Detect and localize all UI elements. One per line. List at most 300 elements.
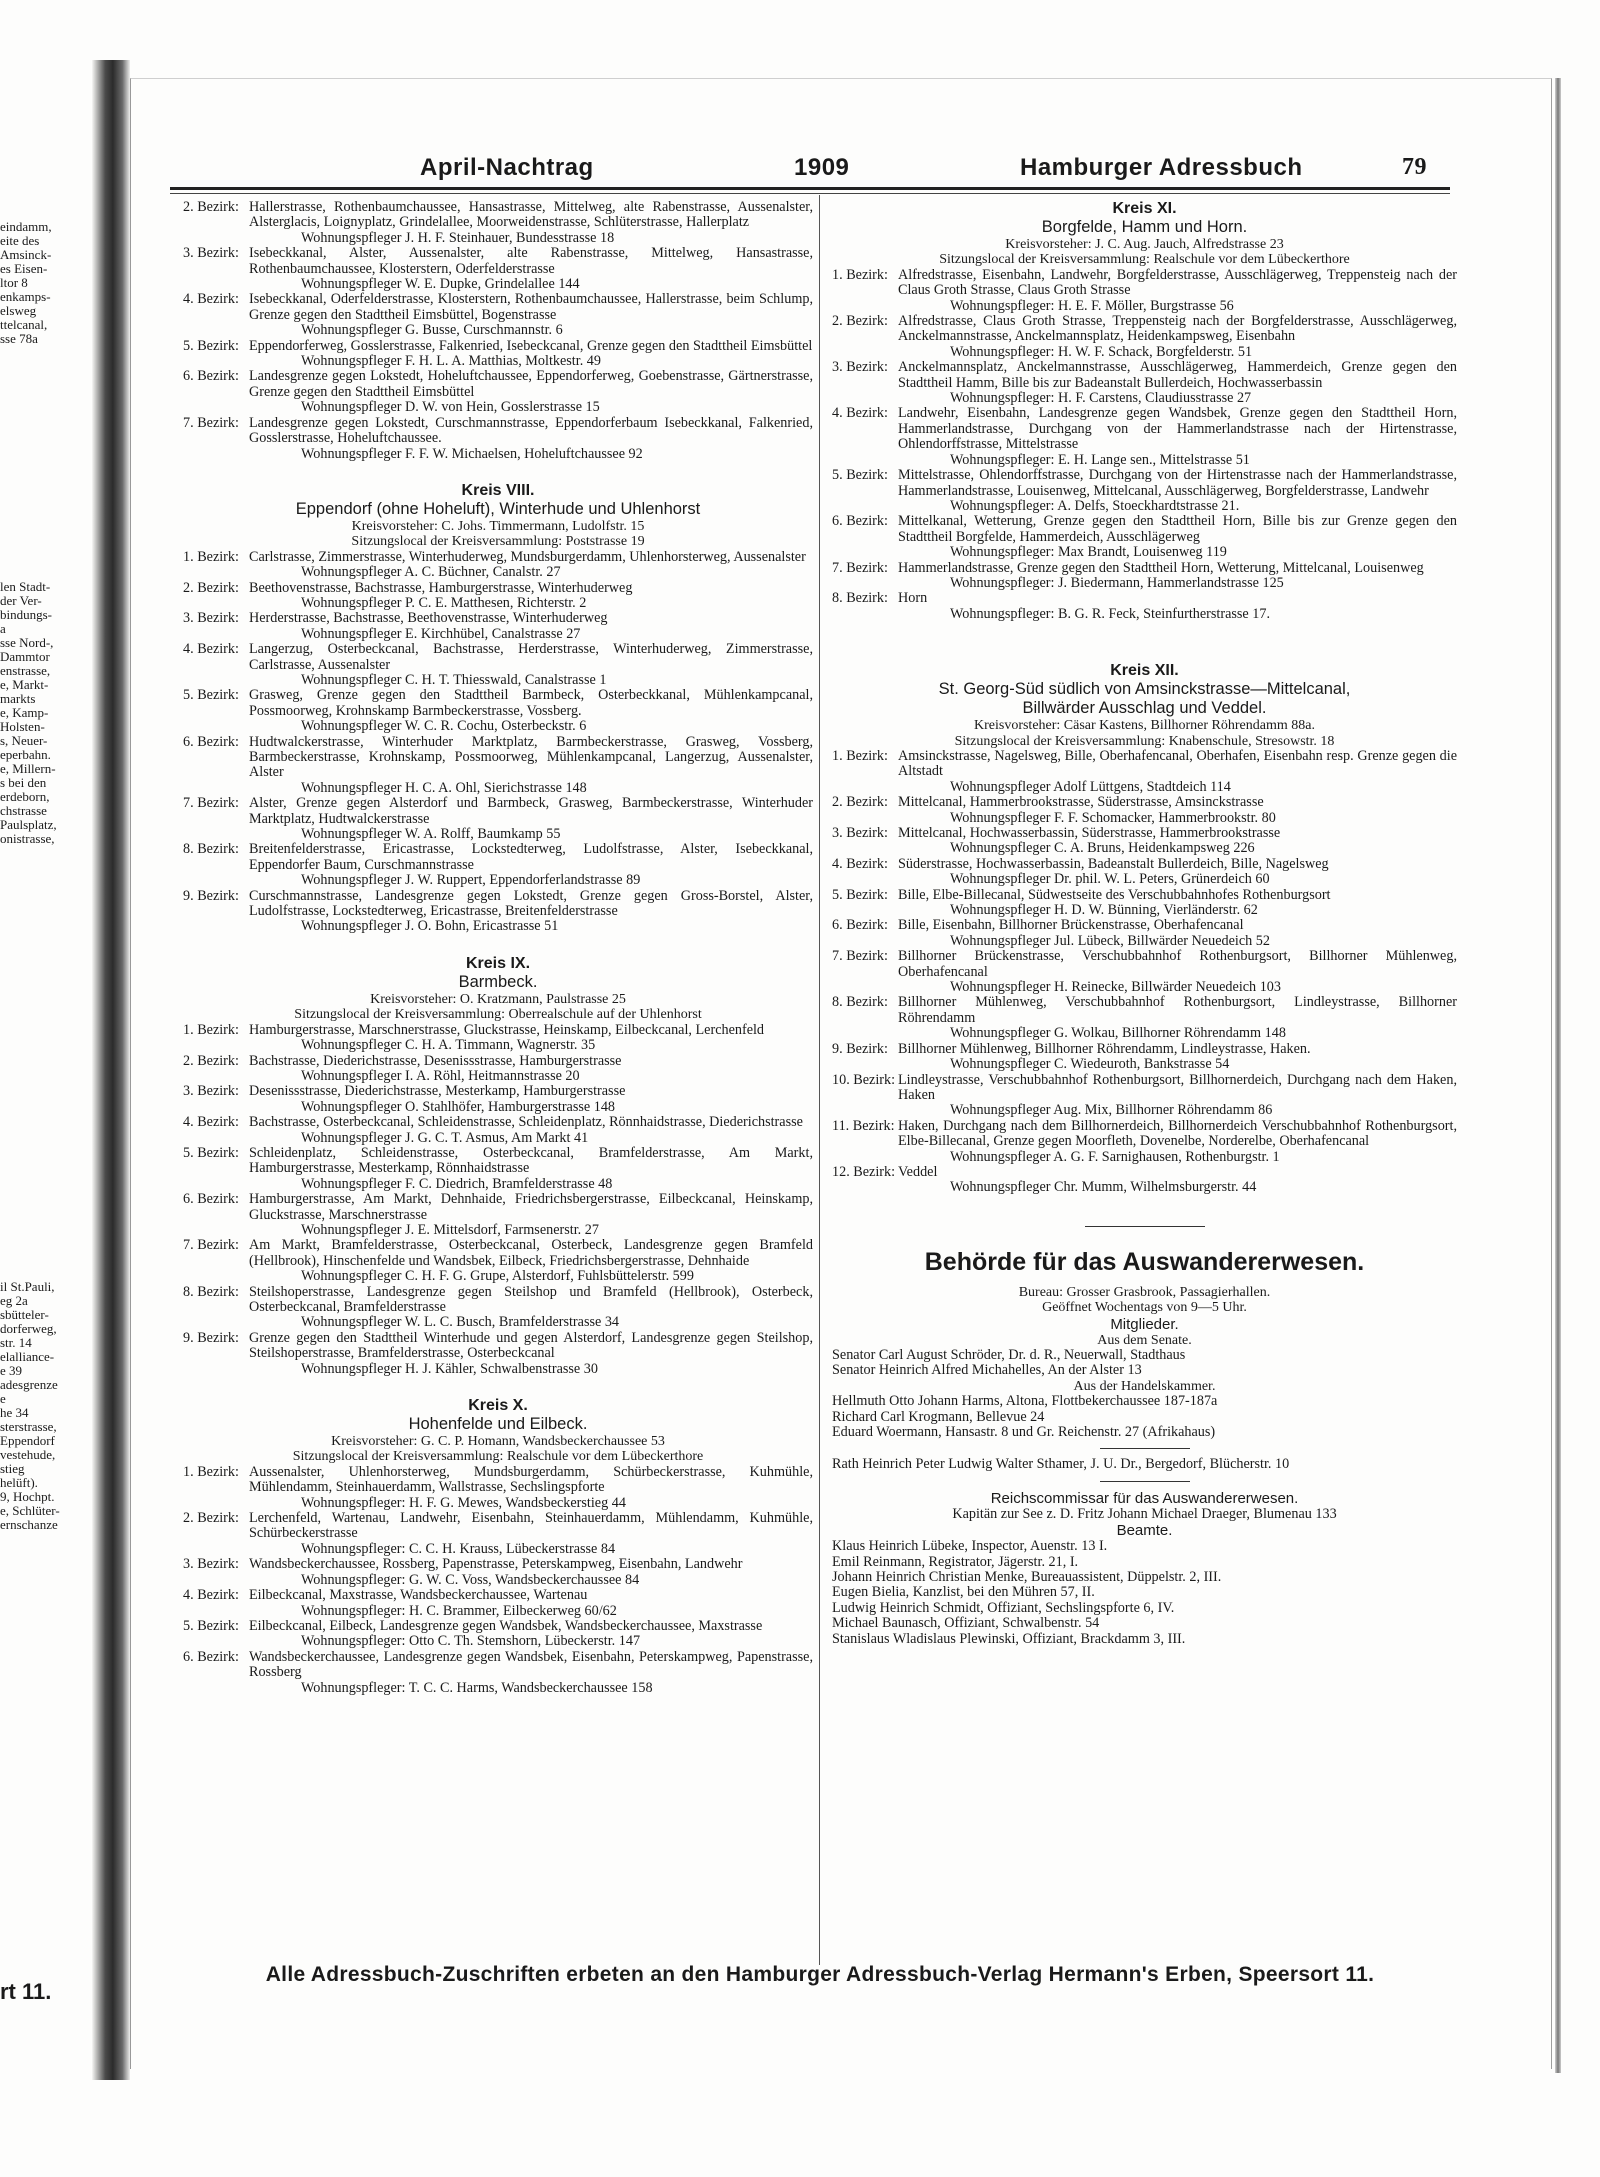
kammer-member: Richard Carl Krogmann, Bellevue 24 [832, 1408, 1045, 1425]
previous-page-line: bindungs- [0, 607, 52, 622]
bezirk-streets: Herderstrasse, Bachstrasse, Beethovenstrasse, Winterhuderweg [249, 610, 608, 627]
bezirk-row [832, 268, 1457, 299]
wohnungspfleger: Wohnungspfleger E. Kirchhübel, Canalstrasse 27 [301, 625, 581, 642]
beamter: Stanislaus Wladislaus Plewinski, Offiziant, Brackdamm 3, III. [832, 1630, 1186, 1647]
left-column [183, 200, 813, 1696]
bezirk-label: 9. Bezirk: [832, 1040, 888, 1057]
bezirk-row [183, 735, 813, 781]
previous-page-line: he 34 [0, 1405, 29, 1420]
kreis-10-districts [183, 1465, 813, 1696]
kreis-10-heading: Kreis X. [468, 1397, 528, 1415]
previous-page-line: il St.Pauli, [0, 1279, 55, 1294]
previous-page-line: Holsten- [0, 719, 45, 734]
kreis-11-vorsteher: Kreisvorsteher: J. C. Aug. Jauch, Alfredstrasse 23 [1005, 237, 1284, 252]
previous-page-line: eindamm, [0, 219, 52, 234]
bezirk-row [183, 581, 813, 596]
bezirk-label: 5. Bezirk: [832, 886, 888, 903]
bezirk-row [832, 749, 1457, 780]
kreis-9-vorsteher: Kreisvorsteher: O. Kratzmann, Paulstrasse 25 [370, 991, 626, 1007]
kreis-10-title: Hohenfelde und Eilbeck. [408, 1415, 588, 1434]
previous-page-line: stieg [0, 1461, 25, 1476]
bezirk-row [183, 550, 813, 565]
kreis-10-vorsteher: Kreisvorsteher: G. C. P. Homann, Wandsbeckerchaussee 53 [331, 1434, 665, 1450]
previous-page-line: sse Nord-, [0, 635, 54, 650]
bezirk-streets: Beethovenstrasse, Bachstrasse, Hamburgerstrasse, Winterhuderweg [249, 579, 633, 596]
kammer-member: Hellmuth Otto Johann Harms, Altona, Flottbekerchaussee 187-187a [832, 1393, 1218, 1410]
right-page-edge [1555, 78, 1561, 2073]
bezirk-row [832, 918, 1457, 933]
kreis-11-local: Sitzungslocal der Kreisversammlung: Realschule vor dem Lübeckerthore [939, 252, 1350, 268]
bezirk-streets: Billhorner Mühlenweg, Billhorner Röhrendamm, Lindleystrasse, Haken. [898, 1040, 1311, 1057]
bezirk-label: 8. Bezirk: [832, 994, 888, 1011]
bezirk-streets: Am Markt, Bramfelderstrasse, Osterbeckcanal, Osterbeck, Landesgrenze gegen Bramfeld (Hellbrook), Hinschenfelde und Wandsbek, Eilbeck, Friedrichsbergerstrasse, Dehnhaide [249, 1237, 813, 1269]
wohnungspfleger: Wohnungspfleger: B. G. R. Feck, Steinfurtherstrasse 17. [950, 605, 1270, 622]
previous-page-line: helüft). [0, 1475, 38, 1490]
senat-members [832, 1348, 1457, 1379]
previous-page-line: onistrasse, [0, 831, 55, 846]
bezirk-row [183, 1054, 813, 1069]
bezirk-row [183, 1115, 813, 1130]
kreis-11-districts [832, 268, 1457, 622]
wohnungspfleger: Wohnungspfleger A. C. Büchner, Canalstr. 27 [301, 564, 561, 581]
previous-page-lines-c [0, 1280, 60, 1532]
bezirk-streets: Bille, Elbe-Billecanal, Südwestseite des Verschubbahnhofes Rothenburgsort [898, 886, 1331, 903]
wohnungspfleger: Wohnungspfleger W. L. C. Busch, Bramfelderstrasse 34 [301, 1314, 620, 1331]
kreis-12-districts [832, 749, 1457, 1196]
bezirk-label: 7. Bezirk: [832, 948, 888, 965]
bezirk-row [832, 406, 1457, 452]
bezirk-label: 7. Bezirk: [183, 795, 239, 812]
wohnungspfleger: Wohnungspfleger J. G. C. T. Asmus, Am Markt 41 [301, 1129, 589, 1146]
wohnungspfleger: Wohnungspfleger I. A. Röhl, Heitmannstrasse 20 [301, 1067, 580, 1084]
bezirk-label: 6. Bezirk: [183, 368, 239, 385]
reichscommissar-entry: Kapitän zur See z. D. Fritz Johann Michael Draeger, Blumenau 133 [952, 1505, 1337, 1522]
header-left: April-Nachtrag [420, 154, 594, 181]
bezirk-label: 8. Bezirk: [183, 1283, 239, 1300]
wohnungspfleger: Wohnungspfleger: A. Delfs, Stoeckhardtstrasse 21. [950, 497, 1240, 514]
previous-page-line: elsweg [0, 303, 37, 318]
bezirk-row [183, 842, 813, 873]
bezirk-row [183, 1146, 813, 1177]
bezirk-streets: Billhorner Mühlenweg, Verschubbahnhof Rothenburgsort, Lindleystrasse, Billhorner Röhrendamm [898, 994, 1457, 1026]
wohnungspfleger: Wohnungspfleger H. J. Kähler, Schwalbenstrasse 30 [301, 1360, 598, 1377]
bezirk-label: 5. Bezirk: [183, 1617, 239, 1634]
previous-page-line: Dammtor [0, 649, 50, 664]
kreis-9-local: Sitzungslocal der Kreisversammlung: Oberrealschule auf der Uhlenhorst [294, 1007, 702, 1023]
header-rule [170, 187, 1450, 190]
kreis-9-heading: Kreis IX. [465, 954, 531, 972]
previous-page-line: Paulsplatz, [0, 817, 57, 832]
bezirk-row [832, 857, 1457, 872]
bezirk-row [183, 200, 813, 231]
wohnungspfleger: Wohnungspfleger: C. C. H. Krauss, Lübeckerstrasse 84 [301, 1540, 616, 1557]
previous-page-line: e, Millern- [0, 761, 56, 776]
wohnungspfleger: Wohnungspfleger: E. H. Lange sen., Mittelstrasse 51 [950, 451, 1250, 468]
bezirk-streets: Mittelcanal, Hochwasserbassin, Süderstrasse, Hammerbrookstrasse [898, 825, 1281, 841]
bezirk-label: 4. Bezirk: [832, 855, 888, 872]
header-title: Hamburger Adressbuch [1020, 154, 1303, 181]
bezirk-streets: Billhorner Brückenstrasse, Verschubbahnhof Rothenburgsort, Billhorner Mühlenweg, Oberhafencanal [898, 948, 1457, 980]
bezirk-row [183, 292, 813, 323]
previous-page-line: erdeborn, [0, 789, 50, 804]
column-rule [819, 195, 820, 1965]
bezirk-row [183, 1588, 813, 1603]
previous-page-line: Eppendorf [0, 1433, 55, 1448]
bezirk-label: 2. Bezirk: [183, 199, 239, 215]
bezirk-streets: Desenissstrasse, Diederichstrasse, Mesterkamp, Hamburgerstrasse [249, 1083, 626, 1100]
bezirk-label: 6. Bezirk: [183, 733, 239, 750]
bezirk-row [183, 1465, 813, 1496]
previous-page-line: s bei den [0, 775, 47, 790]
bezirk-streets: Lindleystrasse, Verschubbahnhof Rothenburgsort, Billhornerdeich, Durchgang nach dem Haken, Haken [898, 1071, 1457, 1103]
kreis-11-heading: Kreis XI. [1112, 200, 1177, 217]
kammer-members [832, 1394, 1457, 1440]
bezirk-streets: Lerchenfeld, Wartenau, Landwehr, Eisenbahn, Steinhauerdamm, Mühlendamm, Kuhmühle, Schürbeckerstrasse [249, 1510, 813, 1542]
kreis-9-districts [183, 1023, 813, 1377]
bezirk-row [183, 246, 813, 277]
bezirk-label: 4. Bezirk: [183, 291, 239, 308]
wohnungspfleger: Wohnungspfleger F. H. L. A. Matthias, Moltkestr. 49 [301, 353, 601, 370]
bezirk-label: 3. Bezirk: [183, 1083, 239, 1100]
wohnungspfleger: Wohnungspfleger G. Wolkau, Billhorner Röhrendamm 148 [950, 1025, 1286, 1042]
bezirk-streets: Grenze gegen den Stadttheil Winterhude und gegen Alsterdorf, Landesgrenze gegen Steilshop, Steilshoperstrasse, Bramfelderstrasse, Osterbeckcanal [249, 1329, 813, 1362]
bezirk-streets: Grasweg, Grenze gegen den Stadttheil Barmbeck, Osterbeckkanal, Mühlenkampcanal, Possmoorweg, Krohnskamp Barmbeckerstrasse, Vossberg. [249, 687, 813, 719]
bezirk-streets: Amsinckstrasse, Nagelsweg, Bille, Oberhafencanal, Oberhafen, Eisenbahn resp. Grenze gegen die Altstadt [898, 747, 1457, 780]
kreis-9-title: Barmbeck. [458, 972, 538, 991]
previous-page-line: ernschanze [0, 1517, 58, 1532]
previous-page-line: dorferweg, [0, 1321, 57, 1336]
bezirk-streets: Anckelmannsplatz, Anckelmannstrasse, Ausschlägerweg, Hammerdeich, Grenze gegen den Stadttheil Hamm, Bille bis zur Badeanstalt Bullerdeich, Hochwasserbassin [898, 359, 1457, 391]
previous-page-line: chstrasse [0, 803, 47, 818]
bezirk-streets: Aussenalster, Uhlenhorsterweg, Mundsburgerdamm, Schürbeckerstrasse, Kuhmühle, Mühlendamm, Steinhauerdamm, Wallstrasse, Sechslingspforte [249, 1463, 813, 1496]
wohnungspfleger: Wohnungspfleger: H. E. F. Möller, Burgstrasse 56 [950, 297, 1234, 314]
previous-page-line: enstrasse, [0, 663, 51, 678]
previous-page-line: es Eisen- [0, 261, 48, 276]
bezirk-streets: Hallerstrasse, Rothenbaumchaussee, Hansastrasse, Mittelweg, alte Rabenstrasse, Aussenalster, Alsterglacis, Loignyplatz, Grindelallee, Moorweidenstrasse, Schlüterstrasse, Hallerplatz [249, 199, 813, 231]
bezirk-streets: Breitenfelderstrasse, Ericastrasse, Lockstedterweg, Ludolfstrasse, Alster, Isebeckkanal, Eppendorfer Baum, Curschmannstrasse [249, 841, 813, 873]
mitglieder-heading: Mitglieder. [1110, 1315, 1179, 1333]
bezirk-row [183, 1511, 813, 1542]
kreis-11-title: Borgfelde, Hamm und Horn. [1041, 218, 1248, 236]
bezirk-label: 7. Bezirk: [183, 414, 239, 431]
bezirk-label: 1. Bezirk: [183, 1463, 239, 1480]
previous-page-line: sbütteler- [0, 1307, 49, 1322]
bezirk-label: 3. Bezirk: [183, 610, 239, 627]
bezirk-streets: Mittelstrasse, Ohlendorffstrasse, Durchgang von der Hirtenstrasse nach der Hammerlandstrasse, Hammerlandstrasse, Louisenweg, Mittelcanal, Ausschlägerweg, Borgfelderstrasse, Landwehr [898, 467, 1457, 499]
bezirk-streets: Süderstrasse, Hochwasserbassin, Badeanstalt Bullerdeich, Bille, Nagelsweg [898, 855, 1329, 872]
bezirk-streets: Hudtwalckerstrasse, Winterhuder Marktplatz, Barmbeckerstrasse, Grasweg, Vossberg, Barmbeckerstrasse, Krohnskamp, Possmoorweg, Mühlenkampcanal, Langerzug, Aussenalster, Alster [249, 733, 813, 781]
bezirk-streets: Veddel [898, 1163, 938, 1180]
beamter: Johann Heinrich Christian Menke, Bureauassistent, Düppelstr. 2, III. [832, 1569, 1222, 1586]
reichscommissar-heading: Reichscommissar für das Auswandererwesen. [990, 1489, 1299, 1507]
wohnungspfleger: Wohnungspfleger: H. C. Brammer, Eilbeckerweg 60/62 [301, 1602, 617, 1619]
kreis-7-districts [183, 200, 813, 462]
bezirk-label: 6. Bezirk: [832, 513, 888, 530]
bezirk-row [832, 514, 1457, 545]
bezirk-label: 4. Bezirk: [832, 405, 888, 422]
wohnungspfleger: Wohnungspfleger C. A. Bruns, Heidenkampsweg 226 [950, 840, 1255, 857]
bezirk-streets: Bille, Eisenbahn, Billhorner Brückenstrasse, Oberhafencanal [898, 917, 1244, 934]
bezirk-row [832, 360, 1457, 391]
bezirk-row [832, 888, 1457, 903]
bezirk-row [183, 1285, 813, 1316]
wohnungspfleger: Wohnungspfleger O. Stahlhöfer, Hamburgerstrasse 148 [301, 1098, 616, 1115]
bezirk-row [832, 1073, 1457, 1104]
bezirk-row [832, 468, 1457, 499]
bezirk-label: 7. Bezirk: [832, 559, 888, 576]
wohnungspfleger: Wohnungspfleger: G. W. C. Voss, Wandsbeckerchaussee 84 [301, 1571, 640, 1588]
wohnungspfleger: Wohnungspfleger Aug. Mix, Billhorner Röhrendamm 86 [950, 1102, 1273, 1119]
wohnungspfleger: Wohnungspfleger C. Wiedeuroth, Bankstrasse 54 [950, 1056, 1230, 1073]
bezirk-streets: Horn [898, 590, 928, 607]
previous-page-line: ttelcanal, [0, 317, 48, 332]
wohnungspfleger: Wohnungspfleger A. G. F. Sarnighausen, Rothenburgstr. 1 [950, 1148, 1280, 1165]
previous-page-line: vestehude, [0, 1447, 56, 1462]
header-rule-thin [170, 193, 1450, 194]
beamter: Klaus Heinrich Lübeke, Inspector, Auenstr. 13 I. [832, 1538, 1108, 1555]
behoerde-bureau: Bureau: Grosser Grasbrook, Passagierhallen. [1018, 1284, 1271, 1300]
wohnungspfleger: Wohnungspfleger: H. F. G. Mewes, Wandsbeckerstieg 44 [301, 1494, 626, 1511]
bezirk-streets: Steilshoperstrasse, Landesgrenze gegen Steilshop und Bramfeld (Hellbrook), Osterbeck, Osterbeckcanal, Bramfelderstrasse [249, 1283, 813, 1315]
senat-member: Senator Carl August Schröder, Dr. d. R., Neuerwall, Stadthaus [832, 1346, 1186, 1363]
bezirk-label: 2. Bezirk: [183, 579, 239, 596]
bezirk-row [832, 1042, 1457, 1057]
bezirk-row [183, 889, 813, 920]
bezirk-label: 8. Bezirk: [832, 590, 888, 607]
kreis-12-local: Sitzungslocal der Kreisversammlung: Knabenschule, Stresowstr. 18 [954, 733, 1335, 749]
wohnungspfleger: Wohnungspfleger W. C. R. Cochu, Osterbeckstr. 6 [301, 718, 587, 735]
wohnungspfleger: Wohnungspfleger G. Busse, Curschmannstr. 6 [301, 322, 563, 339]
bezirk-streets: Wandsbeckerchaussee, Landesgrenze gegen Wandsbek, Eisenbahn, Peterskampweg, Papenstrasse, Rossberg [249, 1648, 813, 1681]
wohnungspfleger: Wohnungspfleger Dr. phil. W. L. Peters, Grünerdeich 60 [950, 871, 1270, 888]
kreis-8-local: Sitzungslocal der Kreisversammlung: Poststrasse 19 [351, 534, 645, 550]
bezirk-label: 6. Bezirk: [183, 1191, 239, 1208]
bezirk-row [183, 642, 813, 673]
kammer-heading: Aus der Handelskammer. [1073, 1378, 1216, 1394]
bezirk-label: 3. Bezirk: [183, 1556, 239, 1573]
bezirk-streets: Landwehr, Eisenbahn, Landesgrenze gegen Wandsbek, Grenze gegen den Stadttheil Horn, Hammerlandstrasse, Durchgang von der Hammerlandstrasse nach der Hirtenstrasse, Ohlendorffstrasse, Mittelstrasse [898, 405, 1457, 453]
previous-page-line: elalliance- [0, 1349, 55, 1364]
bezirk-label: 9. Bezirk: [183, 1329, 239, 1346]
previous-page-last-line: rt 11. [0, 1979, 52, 2004]
beamter: Ludwig Heinrich Schmidt, Offiziant, Sechslingspforte 6, IV. [832, 1599, 1175, 1616]
previous-page-line: eg 2a [0, 1293, 28, 1308]
beamte-list [832, 1539, 1457, 1647]
bezirk-label: 1. Bezirk: [183, 548, 239, 565]
beamter: Michael Baunasch, Offiziant, Schwalbenstr. 54 [832, 1615, 1100, 1632]
bezirk-label: 4. Bezirk: [183, 1114, 239, 1131]
bezirk-streets: Curschmannstrasse, Landesgrenze gegen Lokstedt, Grenze gegen Gross-Borstel, Alster, Ludolfstrasse, Lockstedterweg, Ericastrasse, Breitenfelderstrasse [249, 887, 813, 920]
bezirk-label: 1. Bezirk: [832, 747, 888, 764]
bezirk-row [183, 1084, 813, 1099]
wohnungspfleger: Wohnungspfleger D. W. von Hein, Gosslerstrasse 15 [301, 399, 600, 416]
previous-page-line: a [0, 621, 6, 636]
bezirk-label: 3. Bezirk: [832, 825, 888, 841]
bezirk-streets: Landesgrenze gegen Lokstedt, Hoheluftchaussee, Eppendorferweg, Goebenstrasse, Gärtnerstrasse, Grenze gegen den Stadttheil Eimsbüttel [249, 368, 813, 400]
book-gutter [92, 60, 130, 2080]
bezirk-streets: Schleidenplatz, Schleidenstrasse, Osterbeckcanal, Bramfelderstrasse, Am Markt, Hamburgerstrasse, Mesterkamp, Rönnhaidstrasse [249, 1144, 813, 1177]
previous-page-line: sterstrasse, [0, 1419, 57, 1434]
bezirk-streets: Hammerlandstrasse, Grenze gegen den Stadttheil Horn, Wetterung, Mittelcanal, Louisenweg [898, 559, 1424, 576]
bezirk-label: 5. Bezirk: [183, 337, 239, 354]
bezirk-label: 3. Bezirk: [183, 245, 239, 262]
previous-page-line: sse 78a [0, 331, 38, 346]
wohnungspfleger: Wohnungspfleger W. A. Rolff, Baumkamp 55 [301, 826, 561, 843]
previous-page-line: len Stadt- [0, 579, 51, 594]
bezirk-label: 4. Bezirk: [183, 1587, 239, 1604]
bezirk-row [183, 611, 813, 626]
bezirk-streets: Eilbeckcanal, Eilbeck, Landesgrenze gegen Wandsbek, Wandsbeckerchaussee, Maxstrasse [249, 1617, 763, 1634]
wohnungspfleger: Wohnungspfleger C. H. T. Thiesswald, Canalstrasse 1 [301, 671, 607, 688]
bezirk-streets: Langerzug, Osterbeckcanal, Bachstrasse, Herderstrasse, Winterhuderweg, Zimmerstrasse, Carlstrasse, Aussenalster [249, 641, 813, 673]
previous-page-line: 9, Hochpt. [0, 1489, 55, 1504]
kreis-12-vorsteher: Kreisvorsteher: Cäsar Kastens, Billhorner Röhrendamm 88a. [974, 718, 1315, 734]
beamter: Emil Reinmann, Registrator, Jägerstr. 21, I. [832, 1553, 1079, 1570]
bezirk-label: 7. Bezirk: [183, 1237, 239, 1254]
bezirk-row [183, 1557, 813, 1572]
header-year: 1909 [794, 154, 850, 181]
wohnungspfleger: Wohnungspfleger: Max Brandt, Louisenweg 119 [950, 544, 1227, 561]
previous-page-line: e, Markt- [0, 677, 49, 692]
bezirk-label: 5. Bezirk: [183, 687, 239, 704]
previous-page-line: e [0, 1391, 6, 1406]
wohnungspfleger: Wohnungspfleger W. E. Dupke, Grindelallee 144 [301, 276, 580, 293]
bezirk-row [832, 1165, 1457, 1180]
previous-page-line: Amsinck- [0, 247, 52, 262]
bezirk-label: 2. Bezirk: [832, 794, 888, 811]
right-column [832, 200, 1457, 1647]
bezirk-streets: Bachstrasse, Osterbeckcanal, Schleidenstrasse, Schleidenplatz, Rönnhaidstrasse, Diederichstrasse [249, 1114, 803, 1131]
wohnungspfleger: Wohnungspfleger J. H. F. Steinhauer, Bundesstrasse 18 [301, 229, 615, 246]
previous-page-line: der Ver- [0, 593, 42, 608]
kreis-10-local: Sitzungslocal der Kreisversammlung: Realschule vor dem Lübeckerthore [292, 1449, 704, 1465]
wohnungspfleger: Wohnungspfleger: Otto C. Th. Stemshorn, Lübeckerstr. 147 [301, 1633, 641, 1650]
bezirk-row [832, 1119, 1457, 1150]
wohnungspfleger: Wohnungspfleger Jul. Lübeck, Billwärder Neuedeich 52 [950, 932, 1270, 949]
bezirk-row [832, 561, 1457, 576]
bezirk-row [183, 1619, 813, 1634]
behoerde-opening-hours: Geöffnet Wochentags von 9—5 Uhr. [1042, 1300, 1247, 1316]
bezirk-label: 3. Bezirk: [832, 359, 888, 376]
bezirk-label: 1. Bezirk: [832, 266, 888, 283]
previous-page-lines-b [0, 580, 57, 846]
bezirk-label: 4. Bezirk: [183, 641, 239, 658]
wohnungspfleger: Wohnungspfleger: J. Biedermann, Hammerlandstrasse 125 [950, 574, 1284, 591]
bezirk-streets: Isebeckkanal, Alster, Aussenalster, alte Rabenstrasse, Mittelweg, Hansastrasse, Rothenbaumchaussee, Klosterstern, Oderfelderstrasse [249, 245, 813, 277]
wohnungspfleger: Wohnungspfleger H. D. W. Bünning, Vierländerstr. 62 [950, 902, 1258, 919]
beamte-heading: Beamte. [1116, 1522, 1173, 1540]
kreis-8-title: Eppendorf (ohne Hoheluft), Winterhude und Uhlenhorst [295, 499, 701, 518]
wohnungspfleger: Wohnungspfleger C. H. F. G. Grupe, Alsterdorf, Fuhlsbüttelerstr. 599 [301, 1268, 694, 1285]
bezirk-label: 2. Bezirk: [183, 1052, 239, 1069]
kreis-8-heading: Kreis VIII. [461, 481, 535, 499]
bezirk-label: 11. Bezirk: [832, 1117, 895, 1134]
behoerde-heading: Behörde für das Auswandererwesen. [924, 1247, 1365, 1276]
wohnungspfleger: Wohnungspfleger J. E. Mittelsdorf, Farmsenerstr. 27 [301, 1221, 599, 1238]
bezirk-row [183, 1650, 813, 1681]
bezirk-row [832, 995, 1457, 1026]
bezirk-label: 6. Bezirk: [183, 1648, 239, 1665]
wohnungspfleger: Wohnungspfleger F. F. W. Michaelsen, Hoheluftchaussee 92 [301, 445, 643, 462]
bezirk-row [183, 796, 813, 827]
previous-page-line: eperbahn. [0, 747, 51, 762]
bezirk-streets: Mittelcanal, Hammerbrookstrasse, Süderstrasse, Amsinckstrasse [898, 794, 1264, 811]
bezirk-streets: Eppendorferweg, Gosslerstrasse, Falkenried, Isebeckcanal, Grenze gegen den Stadttheil Eimsbüttel [249, 337, 813, 354]
previous-page-line: adesgrenze [0, 1377, 58, 1392]
kreis-8-vorsteher: Kreisvorsteher: C. Johs. Timmermann, Ludolfstr. 15 [351, 518, 645, 534]
bezirk-label: 5. Bezirk: [832, 467, 888, 484]
bezirk-label: 8. Bezirk: [183, 841, 239, 858]
bezirk-label: 6. Bezirk: [832, 917, 888, 934]
kammer-member: Eduard Woermann, Hansastr. 8 und Gr. Reichenstr. 27 (Afrikahaus) [832, 1424, 1216, 1440]
bezirk-streets: Alfredstrasse, Claus Groth Strasse, Treppensteig nach der Borgfelderstrasse, Ausschlägerweg, Anckelmannstrasse, Anckelmannsplatz, Heidenkampsweg, Eisenbahn [898, 313, 1457, 345]
bezirk-row [832, 826, 1457, 841]
page-header [170, 150, 1450, 186]
wohnungspfleger: Wohnungspfleger: T. C. C. Harms, Wandsbeckerchaussee 158 [301, 1679, 653, 1696]
bezirk-row [183, 1023, 813, 1038]
page-number: 79 [1402, 154, 1427, 180]
senat-heading: Aus dem Senate. [1097, 1332, 1192, 1348]
bezirk-row [832, 795, 1457, 810]
bezirk-label: 2. Bezirk: [183, 1510, 239, 1527]
wohnungspfleger: Wohnungspfleger H. Reinecke, Billwärder Neuedeich 103 [950, 979, 1281, 996]
wohnungspfleger: Wohnungspfleger C. H. A. Timmann, Wagnerstr. 35 [301, 1037, 596, 1054]
bezirk-label: 12. Bezirk: [832, 1163, 896, 1180]
bezirk-row [183, 1192, 813, 1223]
bezirk-streets: Isebeckkanal, Oderfelderstrasse, Klosterstern, Rothenbaumchaussee, Hallerstrasse, beim Schlump, Grenze gegen den Stadttheil Eimsbüttel, Bogenstrasse [249, 291, 813, 323]
kreis-12-title-2: Billwärder Ausschlag und Veddel. [1022, 699, 1267, 718]
rath-entry: Rath Heinrich Peter Ludwig Walter Sthamer, J. U. Dr., Bergedorf, Blücherstr. 10 [832, 1456, 1290, 1473]
previous-page-lines-a [0, 220, 52, 346]
bezirk-streets: Landesgrenze gegen Lokstedt, Curschmannstrasse, Eppendorferbaum Isebeckkanal, Falkenried, Gosslerstrasse, Hoheluftchaussee. [249, 414, 813, 447]
previous-page-line: ltor 8 [0, 275, 28, 290]
bezirk-row [832, 314, 1457, 345]
previous-page-line: str. 14 [0, 1335, 32, 1350]
previous-page-line: e, Schlüter- [0, 1503, 60, 1518]
bezirk-streets: Mittelkanal, Wetterung, Grenze gegen den Stadttheil Horn, Bille bis zur Grenze gegen den Stadttheil Borgfelde, Hammerdeich, Ausschlägerweg [898, 513, 1457, 545]
bezirk-streets: Haken, Durchgang nach dem Billhornerdeich, Billhornerdeich Verschubbahnhof Rothenburgsort, Elbe-Billecanal, Grenze gegen Moorfleth, Dovenelbe, Norderelbe, Oberhafencanal [898, 1117, 1457, 1150]
wohnungspfleger: Wohnungspfleger Adolf Lüttgens, Stadtdeich 114 [950, 778, 1231, 795]
wohnungspfleger: Wohnungspfleger: H. F. Carstens, Claudiusstrasse 27 [950, 390, 1252, 407]
wohnungspfleger: Wohnungspfleger H. C. A. Ohl, Sierichstrasse 148 [301, 779, 587, 796]
bezirk-row [183, 1331, 813, 1362]
bezirk-label: 5. Bezirk: [183, 1144, 239, 1161]
bezirk-label: 1. Bezirk: [183, 1021, 239, 1038]
previous-page-line: markts [0, 691, 36, 706]
previous-page-line: eite des [0, 233, 40, 248]
bezirk-streets: Hamburgerstrasse, Am Markt, Dehnhaide, Friedrichsbergerstrasse, Eilbeckcanal, Heinskamp, Gluckstrasse, Marschnerstrasse [249, 1191, 813, 1223]
bezirk-row [183, 339, 813, 354]
bezirk-streets: Alfredstrasse, Eisenbahn, Landwehr, Borgfelderstrasse, Ausschlägerweg, Treppensteig nach der Claus Groth Strasse, Claus Groth Strasse [898, 266, 1457, 299]
kreis-8-districts [183, 550, 813, 935]
bezirk-streets: Alster, Grenze gegen Alsterdorf und Barmbeck, Grasweg, Barmbeckerstrasse, Winterhuder Marktplatz, Hudtwalckerstrasse [249, 795, 813, 827]
bezirk-streets: Bachstrasse, Diederichstrasse, Desenissstrasse, Hamburgerstrasse [249, 1052, 622, 1069]
page-footer: Alle Adressbuch-Zuschriften erbeten an den Hamburger Adressbuch-Verlag Hermann's Erben, Speersort 11. [265, 1963, 1375, 1986]
kreis-12-heading: Kreis XII. [1110, 662, 1179, 680]
bezirk-streets: Wandsbeckerchaussee, Rossberg, Papenstrasse, Peterskampweg, Eisenbahn, Landwehr [249, 1556, 743, 1573]
wohnungspfleger: Wohnungspfleger: H. W. F. Schack, Borgfelderstr. 51 [950, 343, 1253, 360]
wohnungspfleger: Wohnungspfleger P. C. E. Matthesen, Richterstr. 2 [301, 594, 587, 611]
bezirk-row [183, 416, 813, 447]
bezirk-row [183, 688, 813, 719]
previous-page-fragment [0, 200, 70, 2080]
bezirk-row [183, 369, 813, 400]
wohnungspfleger: Wohnungspfleger J. O. Bohn, Ericastrasse 51 [301, 918, 559, 935]
bezirk-streets: Carlstrasse, Zimmerstrasse, Winterhuderweg, Mundsburgerdamm, Uhlenhorsterweg, Aussenalster [249, 548, 806, 565]
wohnungspfleger: Wohnungspfleger Chr. Mumm, Wilhelmsburgerstr. 44 [950, 1179, 1257, 1196]
bezirk-label: 9. Bezirk: [183, 887, 239, 904]
bezirk-label: 10. Bezirk: [832, 1071, 896, 1088]
